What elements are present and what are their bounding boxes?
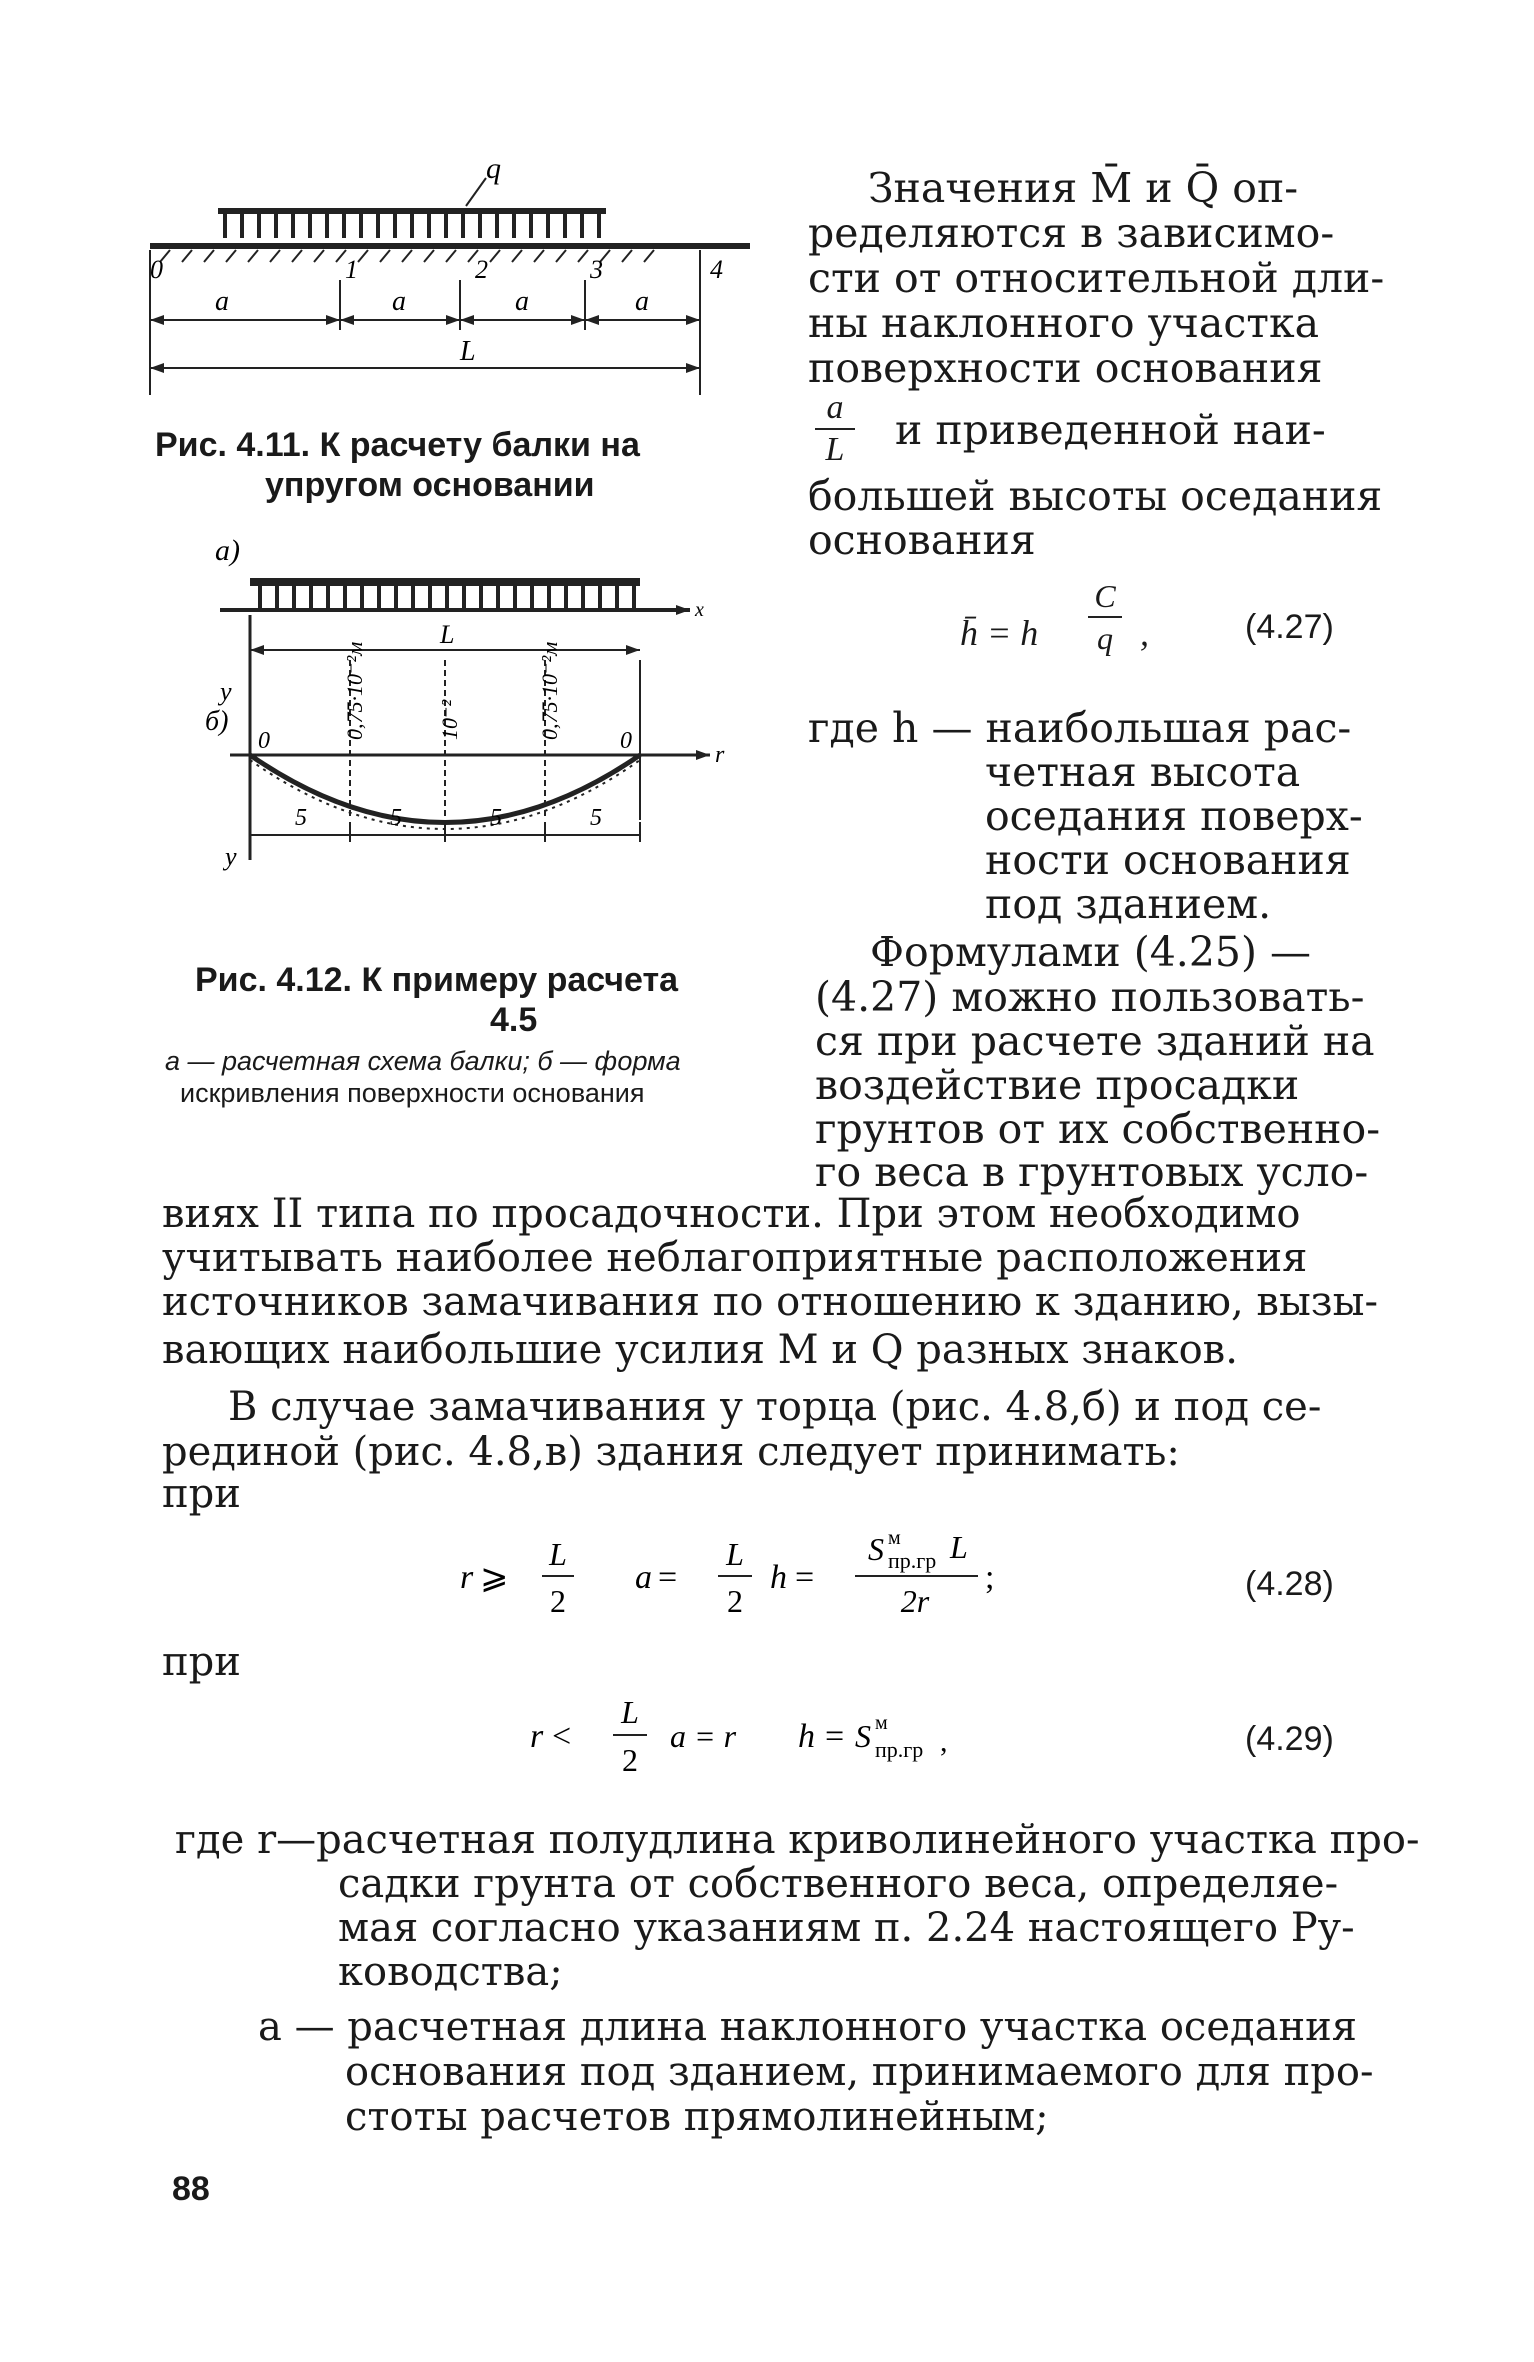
zero-right: 0 <box>620 728 632 754</box>
where-a-line-2: основания под зданием, принимаемого для про- <box>345 2049 1374 2095</box>
panel-b-label: б) <box>205 706 229 737</box>
dim-a-2: a <box>392 286 406 317</box>
fig-4-12-caption-line2: 4.5 <box>490 1001 538 1039</box>
formulas-line-3: ся при расчете зданий на <box>815 1017 1375 1065</box>
fig-4-11-caption-line1: Рис. 4.11. К расчету балки на <box>155 426 640 464</box>
eq-4-27-lhs: h̄ = h <box>960 613 1039 653</box>
eq-4-27-number: (4.27) <box>1245 608 1334 646</box>
dim-5-2: 5 <box>390 805 402 831</box>
where-h-line-5: под зданием. <box>985 880 1272 928</box>
eq429-comma: , <box>940 1725 948 1758</box>
right-line-1: Значения M̄ и Q̄ оп- <box>868 164 1299 212</box>
where-h-line-2: четная высота <box>985 748 1301 796</box>
dim-L2: L <box>440 620 455 649</box>
formulas-line-5: грунтов от их собственно- <box>815 1105 1381 1153</box>
right-line-3: сти от относительной дли- <box>808 254 1385 302</box>
eq-4-27-bar <box>1088 616 1122 618</box>
right-line-5: поверхности основания <box>808 344 1323 392</box>
panel-a-label: a) <box>215 534 240 567</box>
where-r-line-2: садки грунта от собственного веса, определяе- <box>338 1861 1339 1907</box>
node-2: 2 <box>475 255 488 284</box>
where-h-line-1: где h — наибольшая рас- <box>808 704 1352 752</box>
eq-4-29 <box>530 1685 1050 1795</box>
beam <box>250 578 640 586</box>
eq-4-27-den: q <box>1097 620 1113 656</box>
zero-left: 0 <box>258 728 270 754</box>
right-after-frac: и приведенной наи- <box>895 406 1326 454</box>
eq428-sub: пр.гр <box>888 1548 937 1573</box>
eq-4-27-frac <box>1088 578 1122 656</box>
eq428-ge: ⩾ <box>480 1559 509 1596</box>
eq429-r: r <box>530 1718 544 1755</box>
right-line-2: ределяются в зависимо- <box>808 209 1335 257</box>
eq429-L: L <box>621 1694 639 1730</box>
eq428-L3: L <box>950 1529 968 1565</box>
formulas-line-2: (4.27) можно пользовать- <box>815 973 1365 1021</box>
where-h-line-3: оседания поверх- <box>985 792 1363 840</box>
eq428-eq2: = <box>795 1559 815 1596</box>
height-label-3: 0,75·10⁻²м <box>537 641 562 740</box>
load-label-q: q <box>486 152 501 185</box>
body-line-1: виях II типа по просадочности. При этом необходимо <box>162 1191 1301 1237</box>
fig-4-12-caption-line1: Рис. 4.12. К примеру расчета <box>195 961 679 999</box>
dim-L: L <box>460 336 476 367</box>
fig-4-11-caption-line2: упругом основании <box>265 466 595 504</box>
eq-4-27-num: C <box>1094 578 1116 614</box>
right-line-4: ны наклонного участка <box>808 299 1320 347</box>
when-line-2: при <box>162 1639 241 1685</box>
dim-5-3: 5 <box>490 805 502 831</box>
axis-r-label: r <box>715 742 725 768</box>
right-line-7: основания <box>808 516 1036 564</box>
eq-4-28 <box>460 1520 1080 1630</box>
formulas-line-4: воздействие просадки <box>815 1061 1300 1109</box>
eq428-L2: L <box>726 1536 744 1572</box>
dim-a-3: a <box>515 286 529 317</box>
fig-4-12-caption-line4: искривления поверхности основания <box>180 1078 645 1108</box>
body-line-4: вающих наибольшие усилия М и Q разных знаков. <box>162 1327 1238 1373</box>
eq-4-28-number: (4.28) <box>1245 1565 1334 1603</box>
eq428-S: S <box>868 1531 884 1567</box>
body-line-3: источников замачивания по отношению к зданию, вызы- <box>162 1279 1378 1325</box>
dim-a-1: a <box>215 286 229 317</box>
eq-4-29-number: (4.29) <box>1245 1720 1334 1758</box>
right-line-6: большей высоты оседания <box>808 472 1383 520</box>
eq429-two: 2 <box>622 1742 638 1778</box>
eq428-h: h <box>770 1559 787 1596</box>
eq429-sub: пр.гр <box>875 1737 924 1762</box>
eq428-a: a <box>635 1559 652 1596</box>
dim-a-4: a <box>635 286 649 317</box>
where-a-line-3: стоты расчетов прямолинейным; <box>345 2094 1049 2140</box>
where-r-line-3: мая согласно указаниям п. 2.24 настоящего Ру- <box>338 1905 1355 1951</box>
where-h-line-4: ности основания <box>985 836 1351 884</box>
eq428-den: 2r <box>900 1583 930 1619</box>
where-r-line-1: где r—расчетная полудлина криволинейного участка про- <box>175 1817 1420 1863</box>
eq-4-27-tail: , <box>1140 613 1149 653</box>
axis-x-label: x <box>695 599 704 621</box>
node-3: 3 <box>590 255 603 284</box>
load-arrows <box>225 212 599 238</box>
para2-line-3: при <box>162 1471 241 1517</box>
eq429-h: h <box>798 1718 815 1755</box>
page-number: 88 <box>172 2170 210 2208</box>
eq429-eq: = <box>825 1718 845 1755</box>
frac-numerator: a <box>826 389 844 426</box>
node-1: 1 <box>345 255 358 284</box>
figure-4-11 <box>130 150 760 400</box>
node-0: 0 <box>150 255 163 284</box>
eq428-sup: м <box>888 1527 901 1549</box>
frac-denominator: L <box>825 431 845 468</box>
para2-line-2: рединой (рис. 4.8,в) здания следует принимать: <box>162 1429 1180 1475</box>
where-r-line-4: ководства; <box>338 1949 563 1995</box>
dim-5-4: 5 <box>590 805 602 831</box>
axis-y-label-top: y <box>220 677 232 706</box>
frac-bar <box>815 428 855 430</box>
height-label-2: 10⁻² <box>437 699 462 740</box>
formulas-line-1: Формулами (4.25) — <box>870 928 1312 976</box>
eq428-r: r <box>460 1559 474 1596</box>
eq428-eq1: = <box>658 1559 678 1596</box>
eq428-two2: 2 <box>727 1583 743 1619</box>
eq429-lt: < <box>552 1718 572 1755</box>
node-4: 4 <box>710 255 723 284</box>
dim-5-1: 5 <box>295 805 307 831</box>
where-a-line-1: а — расчетная длина наклонного участка оседания <box>258 2004 1358 2050</box>
frac-a-over-L <box>815 390 855 468</box>
formulas-line-6: го веса в грунтовых усло- <box>815 1148 1369 1196</box>
fig-4-12-caption-line3: а — расчетная схема балки; б — форма <box>165 1046 681 1076</box>
eq428-L1: L <box>549 1536 567 1572</box>
eq429-sup: м <box>875 1712 888 1734</box>
eq428-semi: ; <box>985 1559 995 1596</box>
height-label-1: 0,75·10⁻²м <box>342 641 367 740</box>
axis-y-label-bottom: y <box>225 842 237 871</box>
para2-line-1: В случае замачивания у торца (рис. 4.8,б) и под се- <box>228 1384 1322 1430</box>
eq429-a-eq-r: a = r <box>670 1718 737 1754</box>
figure-4-12 <box>190 530 750 920</box>
body-line-2: учитывать наиболее неблагоприятные расположения <box>162 1235 1308 1281</box>
eq429-S: S <box>855 1718 871 1754</box>
eq428-two1: 2 <box>550 1583 566 1619</box>
